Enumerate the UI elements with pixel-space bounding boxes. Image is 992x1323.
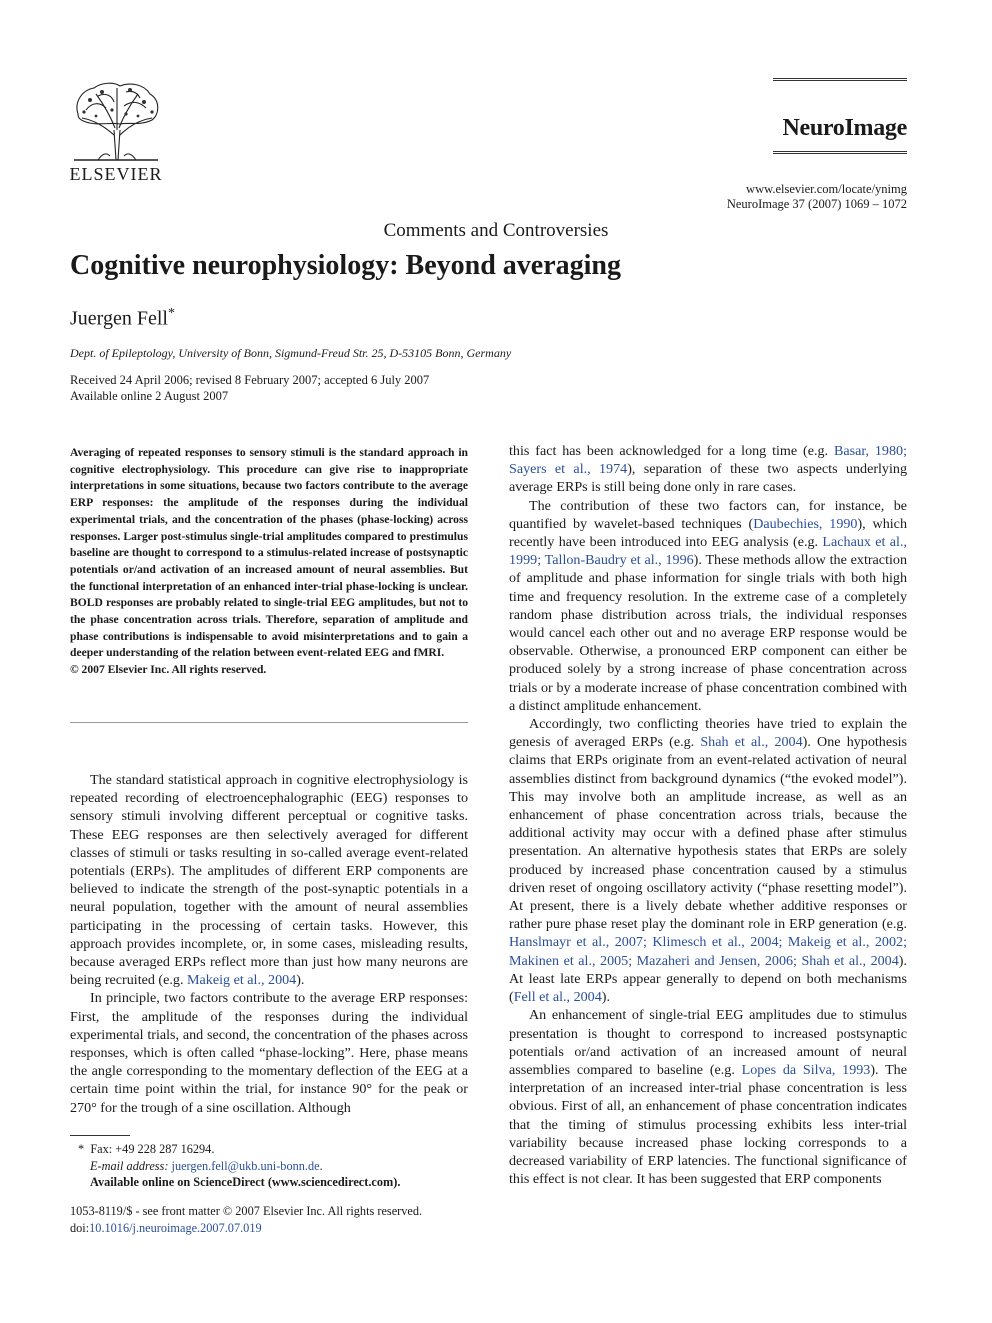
citation-link[interactable]: Shah et al., 2004 bbox=[700, 734, 803, 751]
abstract-text: Averaging of repeated responses to sensory stimuli is the standard approach in cognitive electrophysiology. This procedure can give rise to inappropriate interpretations in some situations, because two factors contribute to the average ERP responses: the amplitude of the responses during the individual experimental trials, and the concentration of the phases (phase-locking) across responses. Larger post-stimulus single-trial amplitudes compared to prestimulus baseline are thought to correspond to a stimulus-related increase of postsynaptic potentials or/and activation of an increased amount of neural assemblies. But the functional interpretation of an enhanced inter-trial phase-locking is unclear. BOLD responses are probably related to single-trial EEG amplitudes, but not to the phase concentration across trials. Therefore, separation of amplitude and phase contributions is indispensable to avoid misinterpretations and to gain a deeper understanding of the relation between event-related EEG and fMRI. bbox=[70, 446, 468, 660]
abstract-divider bbox=[70, 722, 468, 723]
citation-link[interactable]: Makeig et al., 2004 bbox=[187, 972, 297, 989]
abstract bbox=[70, 445, 468, 679]
email-link[interactable]: juergen.fell@ukb.uni-bonn.de bbox=[171, 1158, 320, 1173]
paragraph-text: ). The interpretation of an increased inter-trial phase concentration is less obvious. First of all, an enhancement of phase concentration indicates that the timing of stimulus processing exhibits less inter-trial variability because increased phase locking corresponds to a decreased variability of ERP latencies. The functional significance of this effect is not clear. It has been suggested that ERP components bbox=[509, 1061, 907, 1188]
paragraph bbox=[509, 497, 907, 715]
received-dates: Received 24 April 2006; revised 8 February 2007; accepted 6 July 2007 bbox=[70, 373, 430, 387]
paragraph-text: ). bbox=[296, 972, 305, 989]
citation-link[interactable]: Lopes da Silva, 1993 bbox=[741, 1061, 871, 1078]
paragraph bbox=[509, 1006, 907, 1188]
paragraph-text: Accordingly, two conflicting theories have tried to explain the genesis of averaged ERPs (e.g. bbox=[509, 716, 907, 751]
email-label: E-mail address: bbox=[90, 1158, 169, 1173]
fax-line bbox=[70, 1141, 468, 1158]
paragraph-text: ). bbox=[601, 989, 610, 1006]
citation-link[interactable]: Daubechies, 1990 bbox=[753, 515, 858, 532]
footnote-mark: * bbox=[78, 1142, 85, 1156]
journal-name: NeuroImage bbox=[782, 115, 907, 141]
issn-line: 1053-8119/$ - see front matter © 2007 Elsevier Inc. All rights reserved. bbox=[70, 1204, 423, 1218]
email-line bbox=[70, 1158, 468, 1175]
paragraph-text: The standard statistical approach in cognitive electrophysiology is repeated recording of electroencephalographic (EEG) responses to sensory stimuli involving different perceptual or cognitive tasks. These EEG responses are then selectively averaged for different classes of stimuli or tasks resulting in so-called average event-related potentials (ERPs). The amplitudes of different ERP components are believed to indicate the strength of the post-synaptic potentials in a neural population, together with the amount of neural assemblies participating in the processing of certain tasks. However, this approach provides incomplete, or, in some cases, misleading results, because averaged ERPs reflect more than just how many neurons are being recruited (e.g. bbox=[70, 772, 468, 989]
left-column-body bbox=[70, 771, 468, 1117]
affiliation: Dept. of Epileptology, University of Bonn, Sigmund-Freud Str. 25, D-53105 Bonn, Germany bbox=[70, 346, 512, 360]
doi-label: doi: bbox=[70, 1221, 90, 1235]
article-title: Cognitive neurophysiology: Beyond averaging bbox=[70, 250, 621, 281]
paragraph-text: ). One hypothesis claims that ERPs originate from an event-related activation of neural assemblies distinct from background dynamics (“the evoked model”). This may involve both an amplitude increase, as well as an enhancement of phase concentration across trials, because the additional activity may occur with a defined phase after stimulus presentation. An alternative hypothesis states that ERPs are solely produced by increased phase concentration caused by a stimulus driven reset of ongoing oscillatory activity (“phase resetting model”). At present, there is a lively debate whether additive responses or rather pure phase reset play the dominant role in ERP generation (e.g. bbox=[509, 734, 907, 933]
author-line bbox=[70, 306, 175, 331]
journal-masthead bbox=[773, 78, 907, 154]
citation-link[interactable]: Hanslmayr et al., 2007; Klimesch et al., 2004; Makeig et al., 2002; Makinen et al., 2005; Mazaheri and Jensen, 2006; Shah et al., 2004 bbox=[509, 934, 907, 969]
paragraph-text: In principle, two factors contribute to the average ERP responses: First, the amplitude of the responses during the individual experimental trials, and second, the concentration of the phases across responses, which is often called “phase-locking”. Here, phase means the angle corresponding to the momentary deflection of the EEG at a certain time point within the trial, for instance 90° for the peak or 270° for the trough of a sine oscillation. Although bbox=[70, 990, 468, 1116]
paragraph bbox=[509, 715, 907, 1006]
available-online-date: Available online 2 August 2007 bbox=[70, 388, 229, 403]
journal-url-link[interactable]: www.elsevier.com/locate/ynimg bbox=[746, 182, 907, 196]
front-matter bbox=[70, 1203, 422, 1237]
journal-citation: NeuroImage 37 (2007) 1069 – 1072 bbox=[726, 197, 907, 211]
paragraph bbox=[509, 442, 907, 497]
citation-link[interactable]: Basar, 1980; Sayers et al., 1974 bbox=[509, 443, 907, 478]
abstract-copyright: © 2007 Elsevier Inc. All rights reserved. bbox=[70, 663, 267, 677]
author-footnote-mark[interactable]: * bbox=[167, 306, 175, 321]
author-name: Juergen Fell bbox=[70, 307, 168, 330]
paragraph-text: ). At least late ERPs appear generally to depend on both mechanisms ( bbox=[509, 952, 907, 1006]
paragraph-text: this fact has been acknowledged for a long time (e.g. bbox=[509, 443, 834, 459]
paragraph-text: ). These methods allow the extraction of amplitude and phase information for single trials with both high time and frequency resolution. In the extreme case of a completely random phase distribution across trials, the individual responses would cancel each other out and no average ERP response would be observable. Otherwise, a pronounced ERP component can either be produced solely by a strong increase of phase concentration across trials or by a moderate increase of phase concentration combined with a distinct amplitude enhancement. bbox=[509, 552, 907, 714]
paragraph-text: ), which recently have been introduced into EEG analysis (e.g. bbox=[509, 515, 907, 551]
sciencedirect-line: Available online on ScienceDirect (www.sciencedirect.com). bbox=[90, 1175, 401, 1189]
footnote bbox=[70, 1141, 468, 1191]
paragraph-text: ), separation of these two aspects underlying average ERPs is still being done only in rare cases. bbox=[509, 461, 907, 496]
paragraph-text: An enhancement of single-trial EEG amplitudes due to stimulus presentation is thought to correspond to increased postsynaptic potentials or/and activation of an increased amount of neural assemblies compared to baseline (e.g. bbox=[509, 1007, 907, 1078]
paragraph-text: The contribution of these two factors can, for instance, be quantified by wavelet-based techniques ( bbox=[509, 497, 907, 532]
article-dates bbox=[70, 373, 429, 404]
right-column-body bbox=[509, 442, 907, 1188]
paragraph bbox=[70, 771, 468, 989]
journal-meta bbox=[727, 182, 907, 212]
publisher-name: ELSEVIER bbox=[69, 164, 163, 184]
section-label: Comments and Controversies bbox=[383, 220, 609, 241]
fax-number: Fax: +49 228 287 16294. bbox=[90, 1142, 215, 1156]
citation-link[interactable]: Lachaux et al., 1999; Tallon-Baudry et al., 1996 bbox=[509, 534, 908, 569]
publisher-logo bbox=[68, 80, 164, 185]
citation-link[interactable]: Fell et al., 2004 bbox=[513, 989, 602, 1006]
paragraph bbox=[70, 989, 468, 1116]
doi-link[interactable]: 10.1016/j.neuroimage.2007.07.019 bbox=[89, 1221, 262, 1235]
doi-line bbox=[70, 1220, 422, 1237]
elsevier-tree-icon bbox=[68, 80, 164, 162]
email-end: . bbox=[319, 1158, 323, 1173]
footnote-divider bbox=[70, 1135, 130, 1136]
